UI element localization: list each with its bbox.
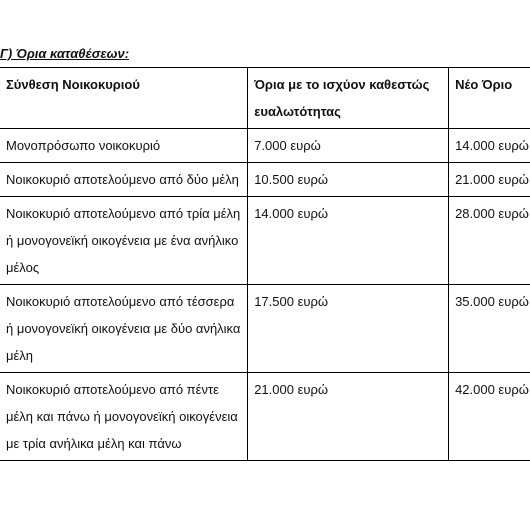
new-limit-cell: 21.000 ευρώ	[449, 163, 530, 197]
table-row	[0, 197, 530, 285]
table-row	[0, 373, 530, 461]
household-composition-cell: Μονοπρόσωπο νοικοκυριό	[0, 129, 248, 163]
deposit-limits-table	[0, 67, 530, 461]
current-limit-cell: 7.000 ευρώ	[248, 129, 449, 163]
household-composition-cell: Νοικοκυριό αποτελούμενο από πέντε μέλη και πάνω ή μονογονεϊκή οικογένεια με τρία ανήλικα μέλη και πάνω	[0, 373, 248, 461]
current-limit-cell: 10.500 ευρώ	[248, 163, 449, 197]
household-composition-cell: Νοικοκυριό αποτελούμενο από δύο μέλη	[0, 163, 248, 197]
table-row	[0, 129, 530, 163]
new-limit-cell: 42.000 ευρώ	[449, 373, 530, 461]
header-current-limit: Όρια με το ισχύον καθεστώς ευαλωτότητας	[248, 68, 449, 129]
current-limit-cell: 17.500 ευρώ	[248, 285, 449, 373]
current-limit-cell: 21.000 ευρώ	[248, 373, 449, 461]
current-limit-cell: 14.000 ευρώ	[248, 197, 449, 285]
section-heading: Γ) Όρια καταθέσεων:	[0, 46, 130, 61]
household-composition-cell: Νοικοκυριό αποτελούμενο από τρία μέλη ή μονογονεϊκή οικογένεια με ένα ανήλικο μέλος	[0, 197, 248, 285]
table-row	[0, 163, 530, 197]
new-limit-cell: 28.000 ευρώ	[449, 197, 530, 285]
new-limit-cell: 14.000 ευρώ	[449, 129, 530, 163]
table-header-row	[0, 68, 530, 129]
household-composition-cell: Νοικοκυριό αποτελούμενο από τέσσερα ή μονογονεϊκή οικογένεια με δύο ανήλικα μέλη	[0, 285, 248, 373]
new-limit-cell: 35.000 ευρώ	[449, 285, 530, 373]
table-row	[0, 285, 530, 373]
header-household-composition: Σύνθεση Νοικοκυριού	[0, 68, 248, 129]
header-new-limit: Νέο Όριο	[449, 68, 530, 129]
